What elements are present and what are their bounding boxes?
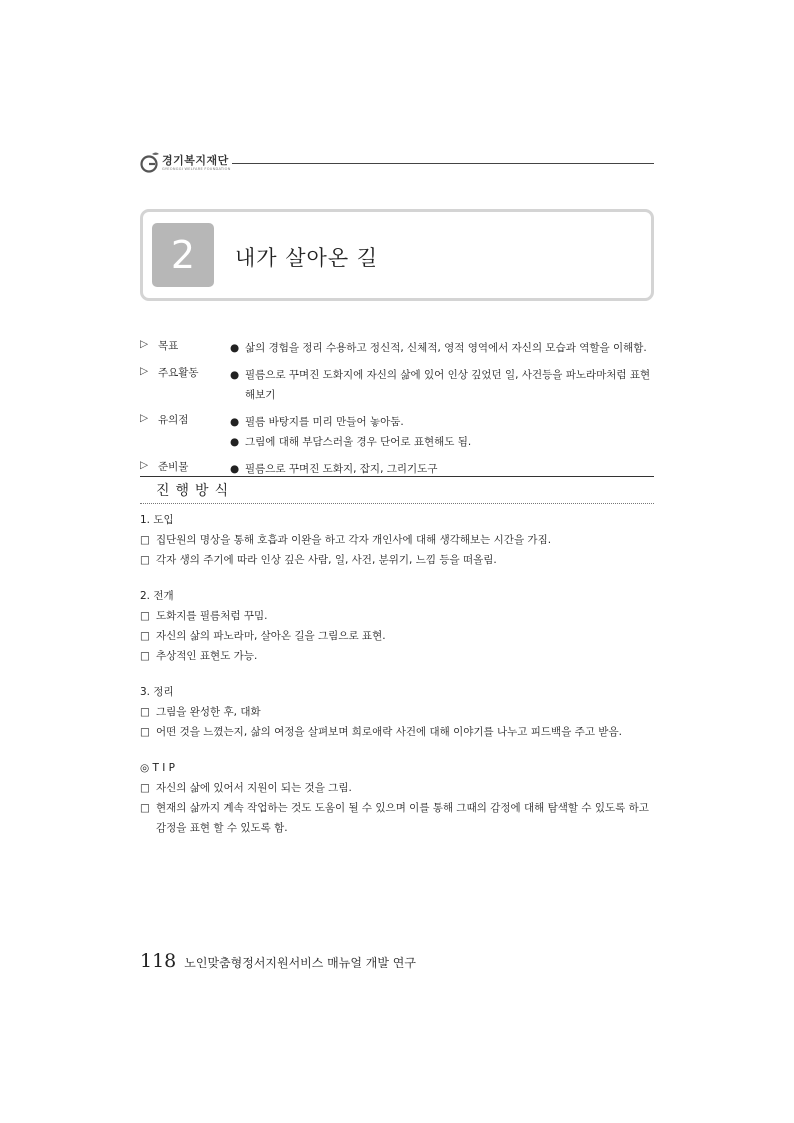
org-name: 경기복지재단 — [162, 154, 229, 167]
checkbox-square-icon: □ — [140, 534, 150, 546]
info-item — [228, 432, 654, 452]
triangle-icon: ▷ — [140, 412, 149, 424]
info-items — [228, 338, 654, 358]
list-item-text: 그림을 완성한 후, 대화 — [156, 706, 261, 718]
org-subtitle: GYEONGGI WELFARE FOUNDATION — [162, 167, 231, 171]
page-header — [140, 150, 654, 178]
procedure-block — [140, 758, 656, 838]
list-item — [140, 778, 656, 798]
chapter-number: 2 — [152, 223, 214, 287]
info-label-text: 주요활동 — [158, 367, 199, 379]
info-label — [140, 338, 228, 358]
page-footer — [140, 950, 416, 972]
info-item-text: 그림에 대해 부담스러울 경우 단어로 표현해도 됨. — [245, 436, 472, 448]
list-item-text: 어떤 것을 느꼈는지, 삶의 여정을 살펴보며 희로애락 사건에 대해 이야기를 나누고 피드백을 주고 받음. — [156, 726, 622, 738]
checkbox-square-icon: □ — [140, 706, 150, 718]
checkbox-square-icon: □ — [140, 630, 150, 642]
chapter-title: 내가 살아온 길 — [235, 246, 379, 270]
info-items — [228, 412, 654, 452]
block-title: 3. 정리 — [140, 686, 174, 698]
bullet-icon: ● — [230, 342, 240, 354]
list-item — [140, 550, 656, 570]
procedure-block — [140, 586, 656, 666]
triangle-icon: ▷ — [140, 338, 149, 350]
list-item-text: 각자 생의 주기에 따라 인상 깊은 사람, 일, 사건, 분위기, 느낌 등을 떠올림. — [156, 554, 497, 566]
info-item-text: 필름으로 꾸며진 도화지, 잡지, 그리기도구 — [245, 463, 438, 475]
procedure-content — [140, 510, 656, 854]
block-title: 2. 전개 — [140, 590, 174, 602]
checkbox-square-icon: □ — [140, 554, 150, 566]
bullet-icon: ● — [230, 436, 240, 448]
list-item-text: 집단원의 명상을 통해 호흡과 이완을 하고 각자 개인사에 대해 생각해보는 시간을 가짐. — [156, 534, 552, 546]
triangle-icon: ▷ — [140, 459, 149, 471]
info-row — [140, 412, 654, 452]
info-item — [228, 412, 654, 432]
list-item — [140, 722, 656, 742]
bullet-icon: ● — [230, 369, 240, 381]
checkbox-square-icon: □ — [140, 610, 150, 622]
procedure-block — [140, 510, 656, 570]
info-label — [140, 365, 228, 405]
checkbox-square-icon: □ — [140, 726, 150, 738]
info-row — [140, 365, 654, 405]
footer-title: 노인맞춤형정서지원서비스 매뉴얼 개발 연구 — [184, 956, 416, 970]
list-item — [140, 702, 656, 722]
page-number: 118 — [140, 950, 177, 972]
list-item-text: 자신의 삶의 파노라마, 살아온 길을 그림으로 표현. — [156, 630, 386, 642]
foundation-logo-icon — [140, 151, 160, 173]
block-title: 1. 도입 — [140, 514, 174, 526]
info-label-text: 유의점 — [158, 414, 189, 426]
info-label-text: 목표 — [158, 340, 179, 352]
info-item-text: 필름 바탕지를 미리 만들어 놓아둠. — [245, 416, 404, 428]
info-item-text: 필름으로 꾸며진 도화지에 자신의 삶에 있어 인상 깊었던 일, 사건등을 파노라마처럼 표현해보기 — [245, 369, 651, 401]
list-item — [140, 798, 656, 838]
list-item — [140, 626, 656, 646]
list-item — [140, 646, 656, 666]
checkbox-square-icon: □ — [140, 650, 150, 662]
block-title: ◎ T I P — [140, 762, 176, 774]
info-label — [140, 412, 228, 452]
info-items — [228, 365, 654, 405]
info-label-text: 준비물 — [158, 461, 189, 473]
session-info — [140, 338, 654, 486]
section-title: 진행방식 — [156, 483, 235, 499]
list-item-text: 도화지를 필름처럼 꾸밈. — [156, 610, 268, 622]
procedure-block — [140, 682, 656, 742]
info-item — [228, 338, 654, 358]
info-item-text: 삶의 경험을 정리 수용하고 정신적, 신체적, 영적 영역에서 자신의 모습과 역할을 이해함. — [245, 342, 647, 354]
list-item — [140, 606, 656, 626]
list-item-text: 자신의 삶에 있어서 지원이 되는 것을 그림. — [156, 782, 352, 794]
bullet-icon: ● — [230, 463, 240, 475]
chapter-title-box — [140, 209, 654, 301]
info-row — [140, 338, 654, 358]
section-header — [140, 476, 654, 504]
bullet-icon: ● — [230, 416, 240, 428]
info-item — [228, 365, 654, 405]
header-rule — [232, 163, 654, 164]
checkbox-square-icon: □ — [140, 802, 150, 814]
triangle-icon: ▷ — [140, 365, 149, 377]
list-item-text: 현재의 삶까지 계속 작업하는 것도 도움이 될 수 있으며 이를 통해 그때의 감정에 대해 탐색할 수 있도록 하고 감정을 표현 할 수 있도록 함. — [156, 802, 649, 834]
checkbox-square-icon: □ — [140, 782, 150, 794]
list-item — [140, 530, 656, 550]
list-item-text: 추상적인 표현도 가능. — [156, 650, 258, 662]
